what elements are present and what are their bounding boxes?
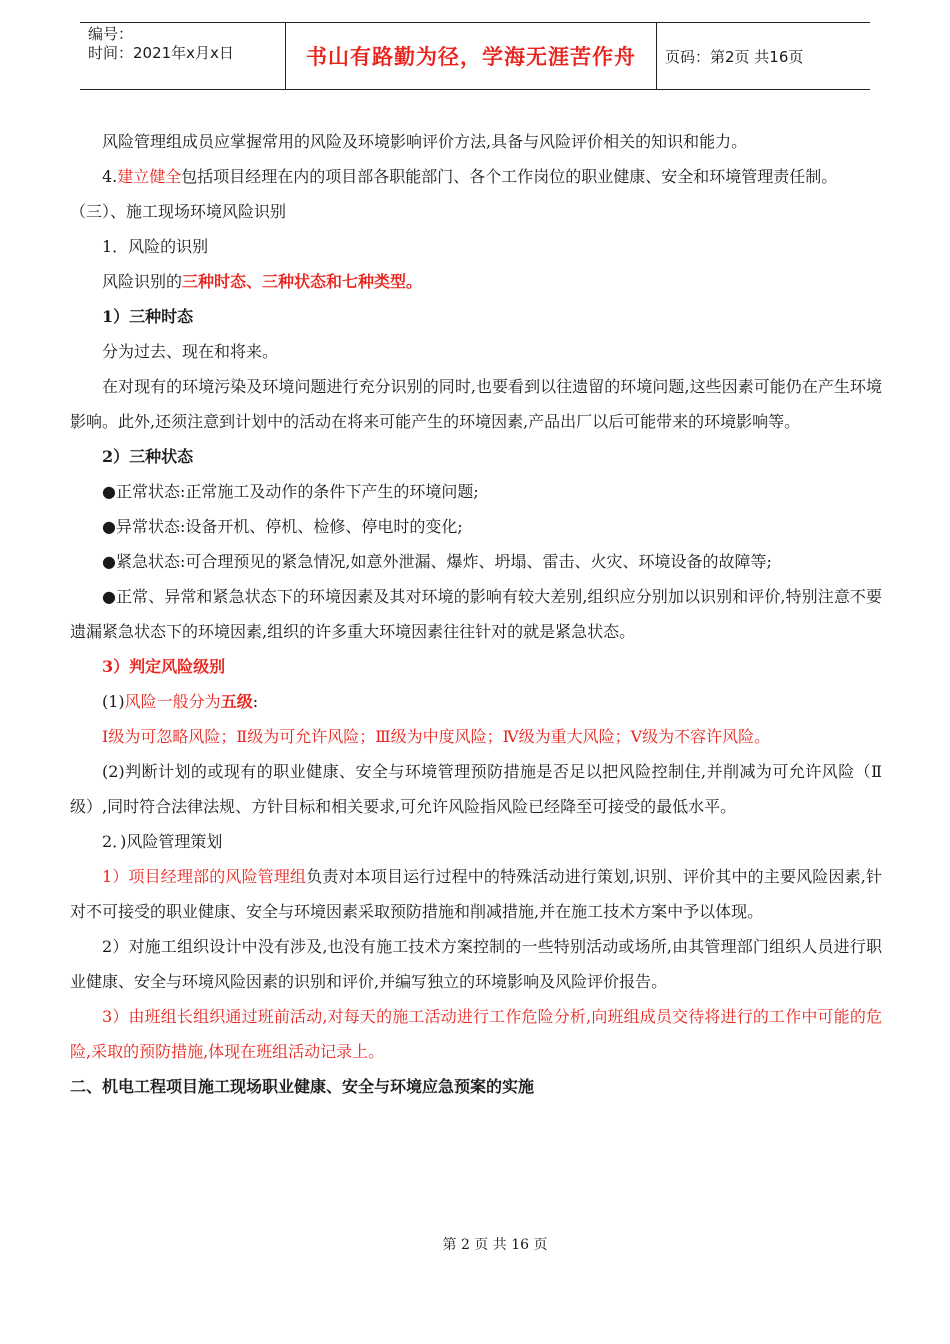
- time-label: 时间：2021年x月x日: [88, 44, 234, 62]
- section-heading: 二、机电工程项目施工现场职业健康、安全与环境应急预案的实施: [70, 1077, 535, 1096]
- paragraph: 2）对施工组织设计中没有涉及,也没有施工技术方案控制的一些特别活动或场所,由其管理部门组织人员进行职业健康、安全与环境风险因素的识别和评价,并编写独立的环境影响及风险评价报告。: [70, 937, 882, 991]
- subsection-heading: 2）三种状态: [102, 447, 194, 466]
- paragraph: 在对现有的环境污染及环境问题进行充分识别的同时,也要看到以往遗留的环境问题,这些因素可能仍在产生环境影响。此外,还须注意到计划中的活动在将来可能产生的环境因素,产品出厂以后可能带来的环境影响等。: [70, 377, 882, 431]
- paragraph: Ⅰ级为可忽略风险；Ⅱ级为可允许风险；Ⅲ级为中度风险；Ⅳ级为重大风险；Ⅴ级为不容许风险。: [102, 727, 771, 746]
- highlight-text: 三种时态、三种状态和七种类型。: [182, 272, 423, 291]
- header-page-label: 页码：第2页 共16页: [665, 47, 804, 66]
- section-heading: （三）、施工现场环境风险识别: [70, 202, 287, 221]
- bullet-item: ●正常状态:正常施工及动作的条件下产生的环境问题;: [102, 482, 479, 501]
- subsection-heading: 1．风险的识别: [102, 237, 209, 256]
- bullet-item: ●异常状态:设备开机、停机、检修、停电时的变化;: [102, 517, 463, 536]
- header-meta: [88, 25, 234, 63]
- bullet-item: ●正常、异常和紧急状态下的环境因素及其对环境的影响有较大差别,组织应分别加以识别和评价,特别注意不要遗漏紧急状态下的环境因素,组织的许多重大环境因素往往针对的就是紧急状态。: [70, 587, 882, 641]
- highlight-text: 建立健全: [117, 167, 182, 186]
- bullet-item: ●紧急状态:可合理预见的紧急情况,如意外泄漏、爆炸、坍塌、雷击、火灾、环境设备的故障等;: [102, 552, 772, 571]
- document-body: [70, 124, 882, 1104]
- paragraph: 1）项目经理部的风险管理组负责对本项目运行过程中的特殊活动进行策划,识别、评价其中的主要风险因素,针对不可接受的职业健康、安全与环境因素采取预防措施和削减措施,并在施工技术方案中予以体现。: [70, 867, 882, 921]
- subsection-heading: 3）判定风险级别: [102, 657, 226, 676]
- page-header: [80, 22, 870, 90]
- subsection-heading: 2．)风险管理策划: [102, 832, 223, 851]
- subsection-heading: 1）三种时态: [102, 307, 194, 326]
- highlight-text: 1）项目经理部的风险管理组: [102, 867, 307, 886]
- paragraph: (2)判断计划的或现有的职业健康、安全与环境管理预防措施是否足以把风险控制住,并削减为可允许风险（Ⅱ级）,同时符合法律法规、方针目标和相关要求,可允许风险指风险已经降至可接受的最低水平。: [70, 762, 882, 816]
- paragraph: 3）由班组长组织通过班前活动,对每天的施工活动进行工作危险分析,向班组成员交待将进行的工作中可能的危险,采取的预防措施,体现在班组活动记录上。: [70, 1007, 882, 1061]
- paragraph: 风险管理组成员应掌握常用的风险及环境影响评价方法,具备与风险评价相关的知识和能力。: [102, 132, 748, 151]
- header-motto: 书山有路勤为径，学海无涯苦作舟: [285, 23, 657, 89]
- number-label: 编号：: [88, 25, 134, 43]
- paragraph: (1)风险一般分为五级:: [102, 692, 259, 711]
- page-footer: 第 2 页 共 16 页: [442, 1237, 548, 1253]
- paragraph: 风险识别的三种时态、三种状态和七种类型。: [102, 272, 423, 291]
- paragraph: 4.建立健全包括项目经理在内的项目部各职能部门、各个工作岗位的职业健康、安全和环境管理责任制。: [102, 167, 838, 186]
- paragraph: 分为过去、现在和将来。: [102, 342, 279, 361]
